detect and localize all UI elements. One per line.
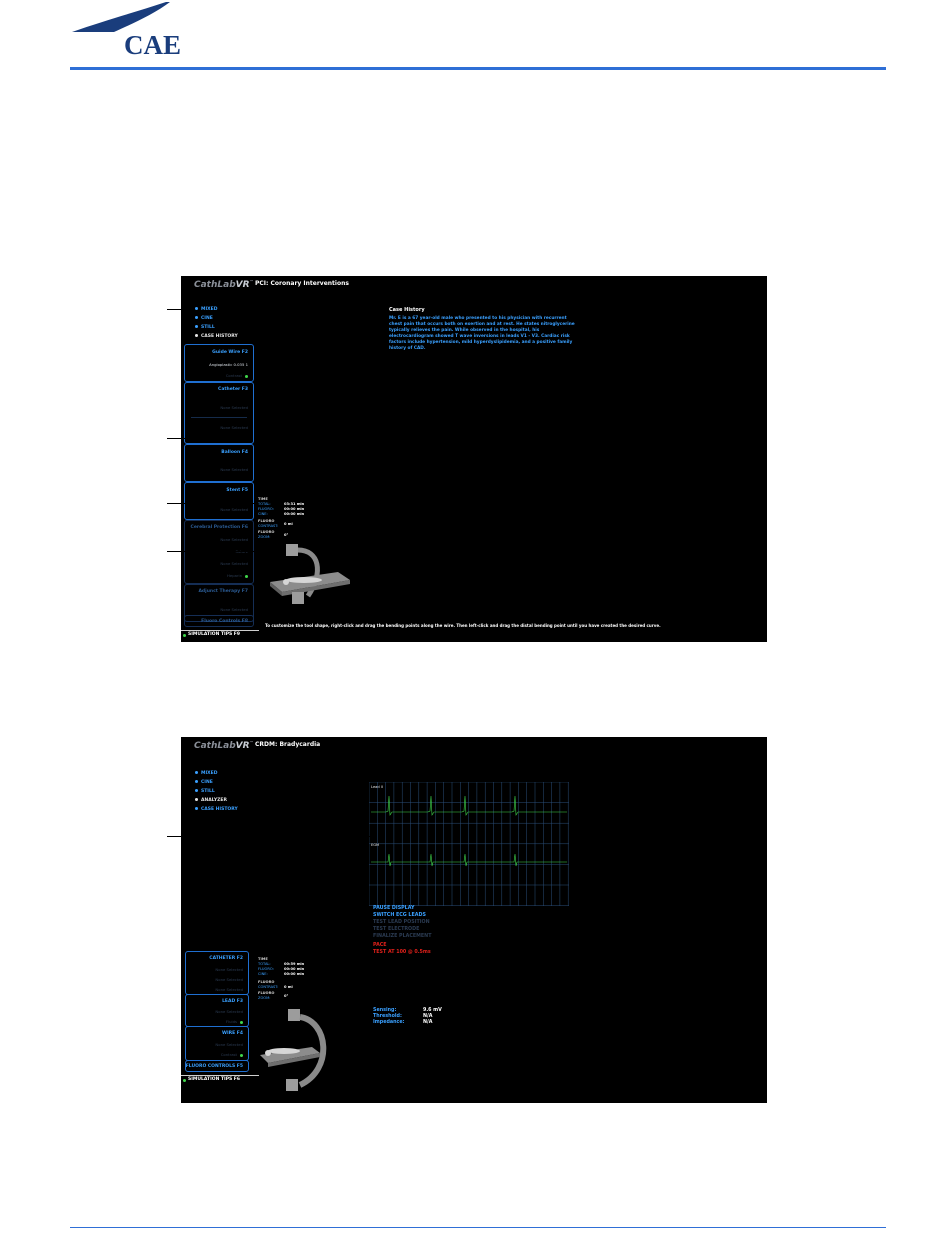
crdm-screenshot [181,737,767,1103]
panel-title: WIRE F4 [222,1031,243,1036]
cine-value: 00:00 min [284,512,305,516]
contrast-value: 0 ml [284,522,293,526]
pci-screenshot [181,276,767,642]
panel-row[interactable]: Angioplastic 0.035 1 [209,362,248,367]
fluoro-controls-panel[interactable] [185,1060,249,1072]
zoom-label: ZOOM: [258,996,271,1000]
panel-title: Catheter F3 [218,387,248,392]
fluoro-controls-panel[interactable] [184,615,254,627]
panel-row[interactable]: Heparin [227,573,248,578]
panel-row[interactable]: None Selected [215,1009,243,1014]
cae-logo-text: CAE [124,30,182,60]
zoom-label: ZOOM: [258,535,271,539]
panel-row[interactable]: Contrast [226,373,248,378]
menu-cine[interactable]: CINE [195,780,213,785]
catheter-panel[interactable] [185,951,249,995]
bullet-icon [195,798,198,801]
instruction-text: To customize the tool shape, right-click and drag the bending points along the wire. Then left-click and drag the distal bending point until you have created the desired curve. [265,623,661,628]
callout-line [167,438,193,439]
sensing-value: 9.6 mV [423,1008,442,1013]
panel-row[interactable]: None Selected [220,425,248,430]
screen-title: PCI: Coronary Interventions [255,280,349,287]
status-dot-icon [245,375,248,378]
status-dot-icon [183,634,186,637]
case-history-text: Mr. E is a 67 year-old male who presented to his physician with recurrent chest pain that occurs both on exertion and at rest. He states nitroglycerine typically relieves the pain. While observed in the hospital, his electrocardiogram showed T wave inversions in leads V1 - V3. Cardiac risk factors include hypertension, mild hyperdyslipidemia, and a positive family history of CAD. [389,316,575,351]
menu-case-history[interactable]: CASE HISTORY [195,334,238,339]
switch-ecg-leads-button[interactable]: SWITCH ECG LEADS [373,913,426,918]
cerebral-protection-panel[interactable] [184,520,254,584]
fluoro-label: FLUORO: [258,967,274,971]
fluoro-value: 00:00 min [284,507,305,511]
panel-title: Guide Wire F2 [212,350,248,355]
test-lead-position-button[interactable]: TEST LEAD POSITION [373,920,430,925]
ecg-display [369,782,569,906]
cine-label: CINE: [258,972,268,976]
pace-button[interactable]: PACE [373,943,387,948]
fluoro-header: FLUORO [258,980,275,984]
test-electrode-button[interactable]: TEST ELECTRODE [373,927,420,932]
panel-row[interactable]: None Selected [220,405,248,410]
app-logo: CathLabVR™ [194,740,254,751]
bullet-icon [195,325,198,328]
egm-label: EGM [371,843,380,847]
contrast-label: CONTRAST: [258,985,279,989]
simulation-tips-label: SIMULATION TIPS F9 [188,632,241,637]
panel-row[interactable]: Contrast [221,1052,243,1057]
menu-cine[interactable]: CINE [195,316,213,321]
bullet-icon [195,807,198,810]
panel-title: Stent F5 [226,488,248,493]
impedance-value: N/A [423,1020,433,1025]
screen-title: CRDM: Bradycardia [255,741,321,748]
menu-still[interactable]: STILL [195,789,215,794]
app-logo: CathLabVR™ [194,279,254,290]
fluoro-header: FLUORO [258,519,275,523]
panel-title: Fluoro Controls F8 [201,619,248,624]
panel-row[interactable]: None Selected [215,1042,243,1047]
case-history-title: Case History [389,307,425,313]
c-arm-table-icon [256,1007,341,1095]
balloon-panel[interactable] [184,444,254,482]
callout-line [167,551,279,552]
menu-still[interactable]: STILL [195,325,215,330]
panel-row[interactable]: None Selected [215,967,243,972]
panel-row[interactable]: None Selected [220,607,248,612]
panel-title: CATHETER F2 [209,956,243,961]
contrast-value: 0 ml [284,985,293,989]
panel-title: Adjunct Therapy F7 [198,589,248,594]
impedance-label: Impedance: [373,1020,405,1025]
bullet-icon [195,789,198,792]
panel-row[interactable]: None Selected [220,507,248,512]
fluoro-label: FLUORO: [258,507,274,511]
catheter-panel[interactable] [184,382,254,444]
stent-panel[interactable] [184,482,254,520]
time-header: TIME [258,957,268,961]
zoom-value: 0° [284,533,289,537]
panel-row[interactable]: Fluids [226,1019,243,1024]
status-dot-icon [240,1021,243,1024]
sensing-label: Sensing: [373,1008,397,1013]
finalize-placement-button[interactable]: FINALIZE PLACEMENT [373,934,432,939]
panel-title: FLUORO CONTROLS F5 [185,1064,243,1069]
total-label: TOTAL: [258,502,271,506]
panel-row[interactable]: None Selected [215,987,243,992]
threshold-label: Threshold: [373,1014,402,1019]
status-dot-icon [245,575,248,578]
footer-rule [70,1227,886,1228]
status-dot-icon [183,1079,186,1082]
panel-row[interactable]: None Selected [215,977,243,982]
panel-row[interactable]: None Selected [220,537,248,542]
fluoro-header-2: FLUORO [258,530,275,534]
simulation-tips-bar[interactable] [181,630,259,639]
total-label: TOTAL: [258,962,271,966]
fluoro-value: 00:00 min [284,967,305,971]
fluoro-header-2: FLUORO [258,991,275,995]
bullet-icon [195,334,198,337]
menu-case-history[interactable]: CASE HISTORY [195,807,238,812]
lead-ii-label: Lead II [371,785,383,789]
zoom-value: 0° [284,994,289,998]
panel-title: LEAD F3 [222,999,243,1004]
header-rule [70,67,886,70]
divider [191,417,247,418]
lead-panel[interactable] [185,994,249,1027]
bullet-icon [195,771,198,774]
pause-display-button[interactable]: PAUSE DISPLAY [373,906,415,911]
panel-title: Balloon F4 [221,450,248,455]
time-header: TIME [258,497,268,501]
threshold-value: N/A [423,1014,433,1019]
contrast-label: CONTRAST: [258,524,279,528]
menu-mixed[interactable]: MIXED [195,771,217,776]
bullet-icon [195,316,198,319]
menu-analyzer[interactable]: ANALYZER [195,798,227,803]
bullet-icon [195,307,198,310]
total-value: 00:59 min [284,962,305,966]
guide-wire-panel[interactable] [184,344,254,382]
panel-row[interactable]: None Selected [220,467,248,472]
cine-value: 00:00 min [284,972,305,976]
bullet-icon [195,780,198,783]
callout-line [167,503,255,504]
callout-line [167,309,195,310]
panel-row[interactable]: None Selected [220,561,248,566]
panel-title: Cerebral Protection F6 [190,525,248,530]
callout-line [167,836,377,837]
cine-label: CINE: [258,512,268,516]
test-at-rate-button[interactable]: TEST AT 100 @ 0.5ms [373,950,431,955]
simulation-tips-bar[interactable] [181,1075,259,1084]
wire-panel[interactable] [185,1026,249,1061]
status-dot-icon [240,1054,243,1057]
simulation-tips-label: SIMULATION TIPS F6 [188,1077,241,1082]
menu-mixed[interactable]: MIXED [195,307,217,312]
total-value: 03:31 min [284,502,305,506]
